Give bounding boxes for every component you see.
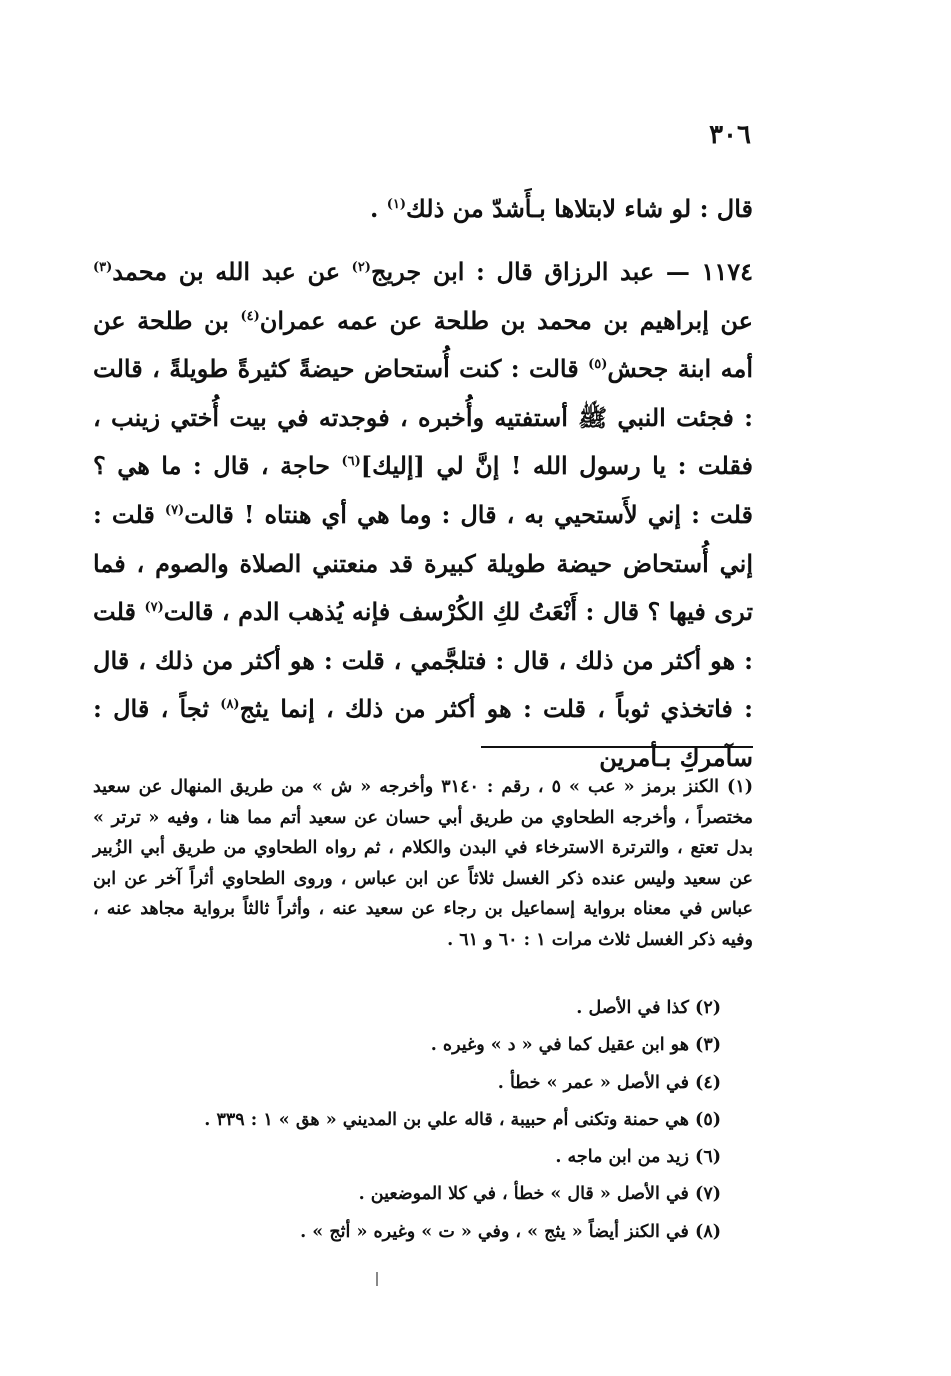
- footnote-ref-6: (٦): [341, 454, 361, 470]
- footnote-8: (٨) في الكنز أيضاً « يثج » ، وفي « ت » وغيره « أثج » .: [300, 1221, 721, 1242]
- footnote-2: (٢) كذا في الأصل .: [576, 998, 721, 1018]
- hadith-text: قلت : هو أكثر من ذلك ، قال : فتلجَّمي ، قلت : هو أكثر من ذلك ، قال : فاتخذي ثوباً ، قلت : هو أكثر من ذلك ، إنما يثج: [93, 597, 753, 724]
- hadith-text: عن إبراهيم بن محمد بن طلحة عن عمه عمران: [259, 305, 753, 335]
- hadith-text: قلت : إني أُستحاض حيضة طويلة كبيرة قد منعتني الصلاة والصوم ، فما ترى فيها ؟ قال : أَنْعَتُ لكِ الكُرْسف فإنه يُذهب الدم ، قالت: [93, 499, 753, 627]
- footnote-6: (٦) زيد من ابن ماجه .: [555, 1147, 721, 1168]
- footnote-5: (٥) هي حمنة وتكنى أم حبيبة ، قاله علي بن المديني « هق » ١ : ٣٣٩ .: [204, 1109, 721, 1130]
- footnote-ref-5: (٥): [588, 357, 608, 373]
- footnote-ref-3: (٣): [93, 260, 113, 275]
- hadith-text: قالت : كنت أُستحاض حيضةً كثيرةً طويلةً ، قالت : فجئت النبي ﷺ أستفتيه وأُخبره ، فوجدته في بيت أُختي زينب ، فقلت : يا رسول الله ! إنَّ لي [إليك]: [93, 354, 754, 481]
- footnote-list: [121, 990, 721, 1251]
- footnote-ref-4: (٤): [240, 308, 260, 324]
- footnote-4: (٤) في الأصل « عمر » خطأ .: [497, 1072, 721, 1093]
- footnote-3: (٣) هو ابن عقيل كما في « د » وغيره .: [430, 1035, 721, 1056]
- scan-speck: [376, 1272, 378, 1286]
- footnote-ref-1: (١): [386, 197, 407, 212]
- footnote-1: (١) الكنز برمز « عب » ٥ ، رقم : ٣١٤٠ وأخرجه « ش » من طريق المنهال عن سعيد مختصراً ، وأخرجه الطحاوي من طريق أبي حسان عن سعيد أتم مما هنا ، وفيه « ترتر » بدل تعتع ، والترترة الاسترخاء في البدن والكلام ، ثم رواه الطحاوي من طريق أبي الزُبير عن سعيد وليس عنده ذكر الغسل ثلاثاً عن ابن عباس ، وروى الطحاوي أثراً آخر عن ابن عباس في معناه برواية إسماعيل بن رجاء عن سعيد عنه ، وأثراً ثالثاً برواية مجاهد عنه ، وفيه ذكر الغسل ثلاث مرات ١ : ٦٠ و ٦١ .: [93, 777, 753, 950]
- hadith-text: حاجة ، قال : ما هي ؟ قلت : إني لأَستحيي به ، قال : وما هي أي هنتاه ! قالت: [93, 451, 753, 529]
- continuation-line: [93, 186, 753, 232]
- footnote-ref-7: (٧): [164, 502, 185, 518]
- hadith-paragraph: [93, 248, 753, 783]
- hadith-text: بن طلحة عن أمه ابنة جحش: [93, 305, 754, 384]
- footnote-ref-8: (٨): [220, 697, 240, 713]
- page-number: ٣٠٦: [709, 120, 751, 150]
- continuation-text: قال : لو شاء لابتلاها بـأَشدّ من ذلك: [406, 194, 753, 223]
- footnote-7: (٧) في الأصل « قال » خطأ ، في كلا الموضعين .: [358, 1184, 721, 1205]
- footnote-ref-2: (٢): [351, 260, 371, 275]
- footnote-divider: [481, 746, 753, 748]
- hadith-text: عن عبد الله بن محمد: [112, 257, 352, 286]
- hadith-text: ثجاً ، قال : سآمركِ بـأمرين: [93, 694, 753, 772]
- hadith-text: ١١٧٤ — عبد الرزاق قال : ابن جريج: [370, 257, 753, 286]
- continuation-end: .: [370, 194, 387, 223]
- footnote-ref-7: (٧): [144, 600, 164, 616]
